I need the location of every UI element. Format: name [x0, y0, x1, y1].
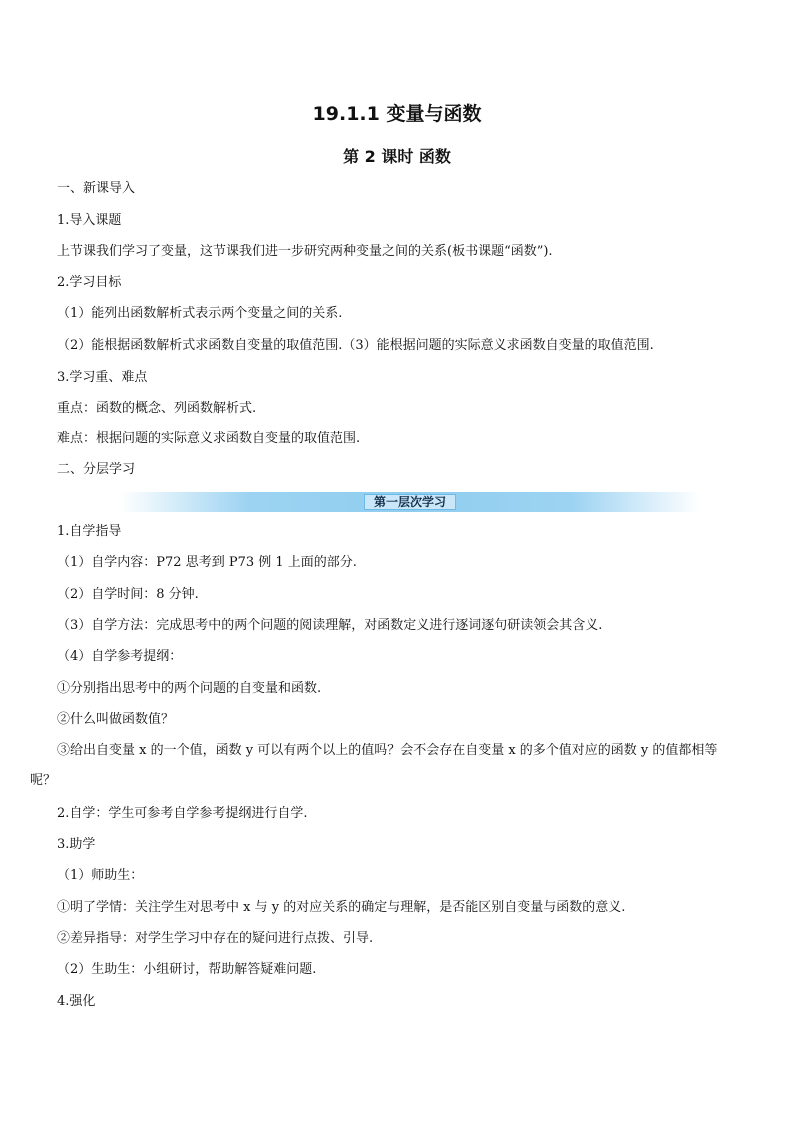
list-item: （4）自学参考提纲：	[57, 649, 183, 664]
subheading: 4.强化	[57, 994, 96, 1009]
list-item: （3）自学方法：完成思考中的两个问题的阅读理解，对函数定义进行逐词逐句研读领会其含义.	[57, 618, 603, 633]
subheading: 1.导入课题	[57, 213, 122, 228]
list-item: （2）能根据函数解析式求函数自变量的取值范围.（3）能根据问题的实际意义求函数自变量的取值范围.	[57, 338, 654, 353]
lesson-subtitle: 第 2 课时 函数	[343, 147, 451, 166]
subheading: 2.学习目标	[57, 275, 122, 290]
list-item: ①明了学情：关注学生对思考中 x 与 y 的对应关系的确定与理解，是否能区别自变量与函数的意义.	[57, 900, 626, 915]
list-item: （1）师助生：	[57, 868, 144, 883]
subheading: 1.自学指导	[57, 524, 122, 539]
list-item: ①分别指出思考中的两个问题的自变量和函数.	[57, 681, 322, 696]
list-item: ③给出自变量 x 的一个值，函数 y 可以有两个以上的值吗？会不会存在自变量 x 的多个值对应的函数 y 的值都相等	[57, 743, 718, 758]
list-item: （2）自学时间：8 分钟.	[57, 587, 199, 602]
section-heading: 一、新课导入	[57, 181, 136, 196]
section-heading: 二、分层学习	[57, 462, 136, 477]
list-item: ②什么叫做函数值？	[57, 712, 175, 727]
list-item: （2）生助生：小组研讨，帮助解答疑难问题.	[57, 962, 317, 977]
list-item-continuation: 呢？	[30, 773, 57, 788]
layer-banner	[120, 492, 700, 512]
lesson-title: 19.1.1 变量与函数	[312, 103, 482, 125]
paragraph: 上节课我们学习了变量，这节课我们进一步研究两种变量之间的关系(板书课题“函数”).	[57, 244, 553, 259]
subheading: 3.学习重、难点	[57, 370, 148, 385]
list-item: ②差异指导：对学生学习中存在的疑问进行点拨、引导.	[57, 931, 374, 946]
banner-label: 第一层次学习	[364, 494, 456, 510]
paragraph: 难点：根据问题的实际意义求函数自变量的取值范围.	[57, 431, 361, 446]
list-item: （1）能列出函数解析式表示两个变量之间的关系.	[57, 306, 343, 321]
subheading: 3.助学	[57, 837, 96, 852]
list-item: （1）自学内容：P72 思考到 P73 例 1 上面的部分.	[57, 555, 357, 570]
paragraph: 重点：函数的概念、列函数解析式.	[57, 401, 257, 416]
subheading: 2.自学：学生可参考自学参考提纲进行自学.	[57, 806, 308, 821]
